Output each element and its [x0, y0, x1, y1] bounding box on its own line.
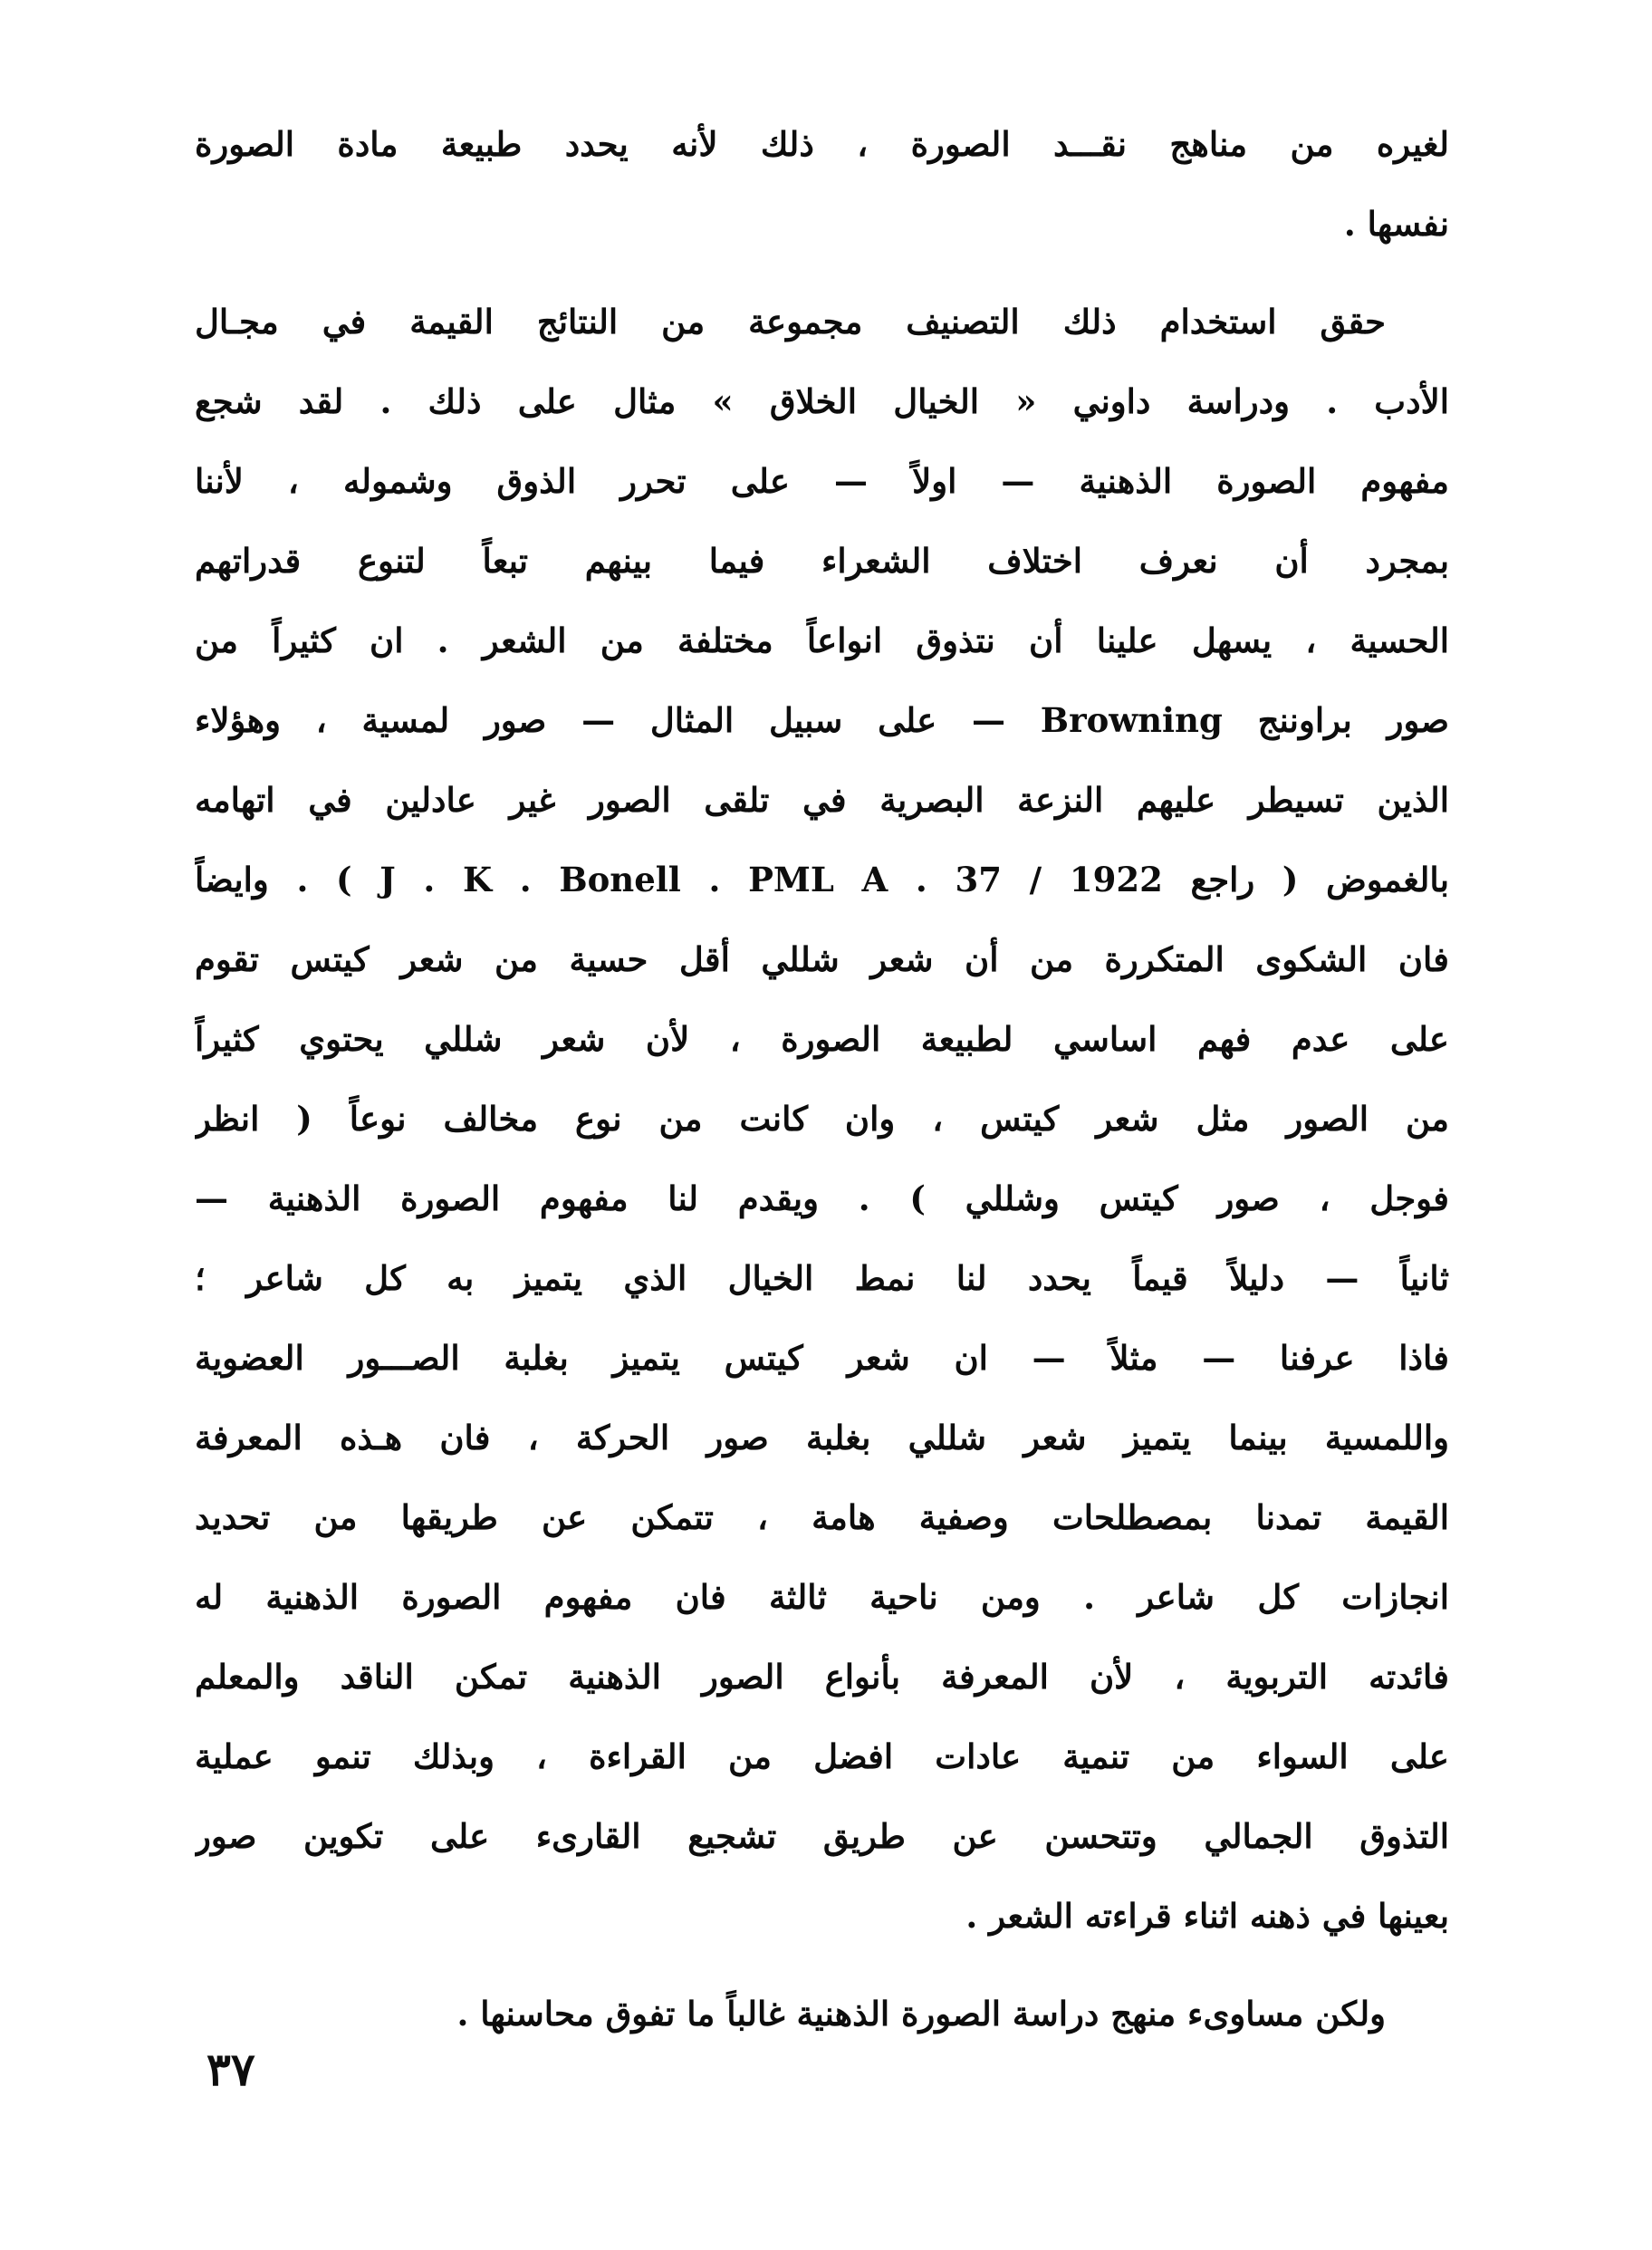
text-line: فان الشكوى المتكررة من أن شعر شللي أقل حسية من شعر كيتس تقوم — [195, 939, 1449, 979]
text-line: فاذا عرفنا — مثلاً — ان شعر كيتس يتميز بغلبة الصـــور العضوية — [195, 1338, 1449, 1378]
text-line: بمجرد أن نعرف اختلاف الشعراء فيما بينهم تبعاً لتنوع قدراتهم — [195, 541, 1449, 581]
text-line: بعينها في ذهنه اثناء قراءته الشعر . — [965, 1896, 1449, 1936]
paragraph — [195, 1974, 1449, 2053]
text-line: الحسية ، يسهل علينا أن نتذوق انواعاً مختلفة من الشعر . ان كثيراً من — [195, 620, 1449, 660]
text-line: التذوق الجمالي وتتحسن عن طريق تشجيع القارىء على تكوين صور — [195, 1816, 1449, 1856]
page-number: ٣٧ — [206, 2043, 255, 2096]
text-line: واللمسية بينما يتميز شعر شللي بغلبة صور الحركة ، فان هـذه المعرفة — [195, 1418, 1449, 1457]
paragraph — [195, 282, 1449, 1956]
text-line: انجازات كل شاعر . ومن ناحية ثالثة فان مفهوم الصورة الذهنية له — [195, 1577, 1449, 1617]
text-line: صور براوننج Browning — على سبيل المثال — صور لمسية ، وهؤلاء — [195, 700, 1449, 740]
text-line: ثانياً — دليلاً قيماً يحدد لنا نمط الخيال الذي يتميز به كل شاعر ؛ — [195, 1258, 1449, 1298]
body-text — [195, 104, 1449, 2053]
text-line: من الصور مثل شعر كيتس ، وان كانت من نوع مخالف نوعاً ( انظر — [195, 1099, 1449, 1139]
text-line: ولكن مساوىء منهج دراسة الصورة الذهنية غالباً ما تفوق محاسنها . — [456, 1994, 1386, 2034]
paragraph — [195, 104, 1449, 264]
text-line: على السواء من تنمية عادات افضل من القراءة ، وبذلك تنمو عملية — [195, 1736, 1449, 1776]
text-line: القيمة تمدنا بمصطلحات وصفية هامة ، تتمكن عن طريقها من تحديد — [195, 1497, 1449, 1537]
text-line: على عدم فهم اساسي لطبيعة الصورة ، لأن شعر شللي يحتوي كثيراً — [195, 1019, 1449, 1059]
text-line: مفهوم الصورة الذهنية — اولاً — على تحرر الذوق وشموله ، لأننا — [195, 461, 1449, 501]
text-line: فوجل ، صور كيتس وشللي ) . ويقدم لنا مفهوم الصورة الذهنية — — [195, 1178, 1449, 1218]
text-line: نفسها . — [1343, 204, 1449, 244]
text-line: الأدب . ودراسة داوني « الخيال الخلاق » مثال على ذلك . لقد شجع — [195, 381, 1449, 421]
text-line: الذين تسيطر عليهم النزعة البصرية في تلقى الصور غير عادلين في اتهامه — [195, 780, 1449, 820]
text-line: حقق استخدام ذلك التصنيف مجموعة من النتائج القيمة في مجـال — [195, 302, 1386, 341]
text-line: لغيره من مناهج نقـــد الصورة ، ذلك لأنه يحدد طبيعة مادة الصورة — [195, 124, 1449, 164]
text-line: فائدته التربوية ، لأن المعرفة بأنواع الصور الذهنية تمكن الناقد والمعلم — [195, 1657, 1449, 1697]
text-line: بالغموض ( راجع J . K . Bonell . PML A . 37 / 1922 ) . وايضاً — [195, 860, 1449, 899]
